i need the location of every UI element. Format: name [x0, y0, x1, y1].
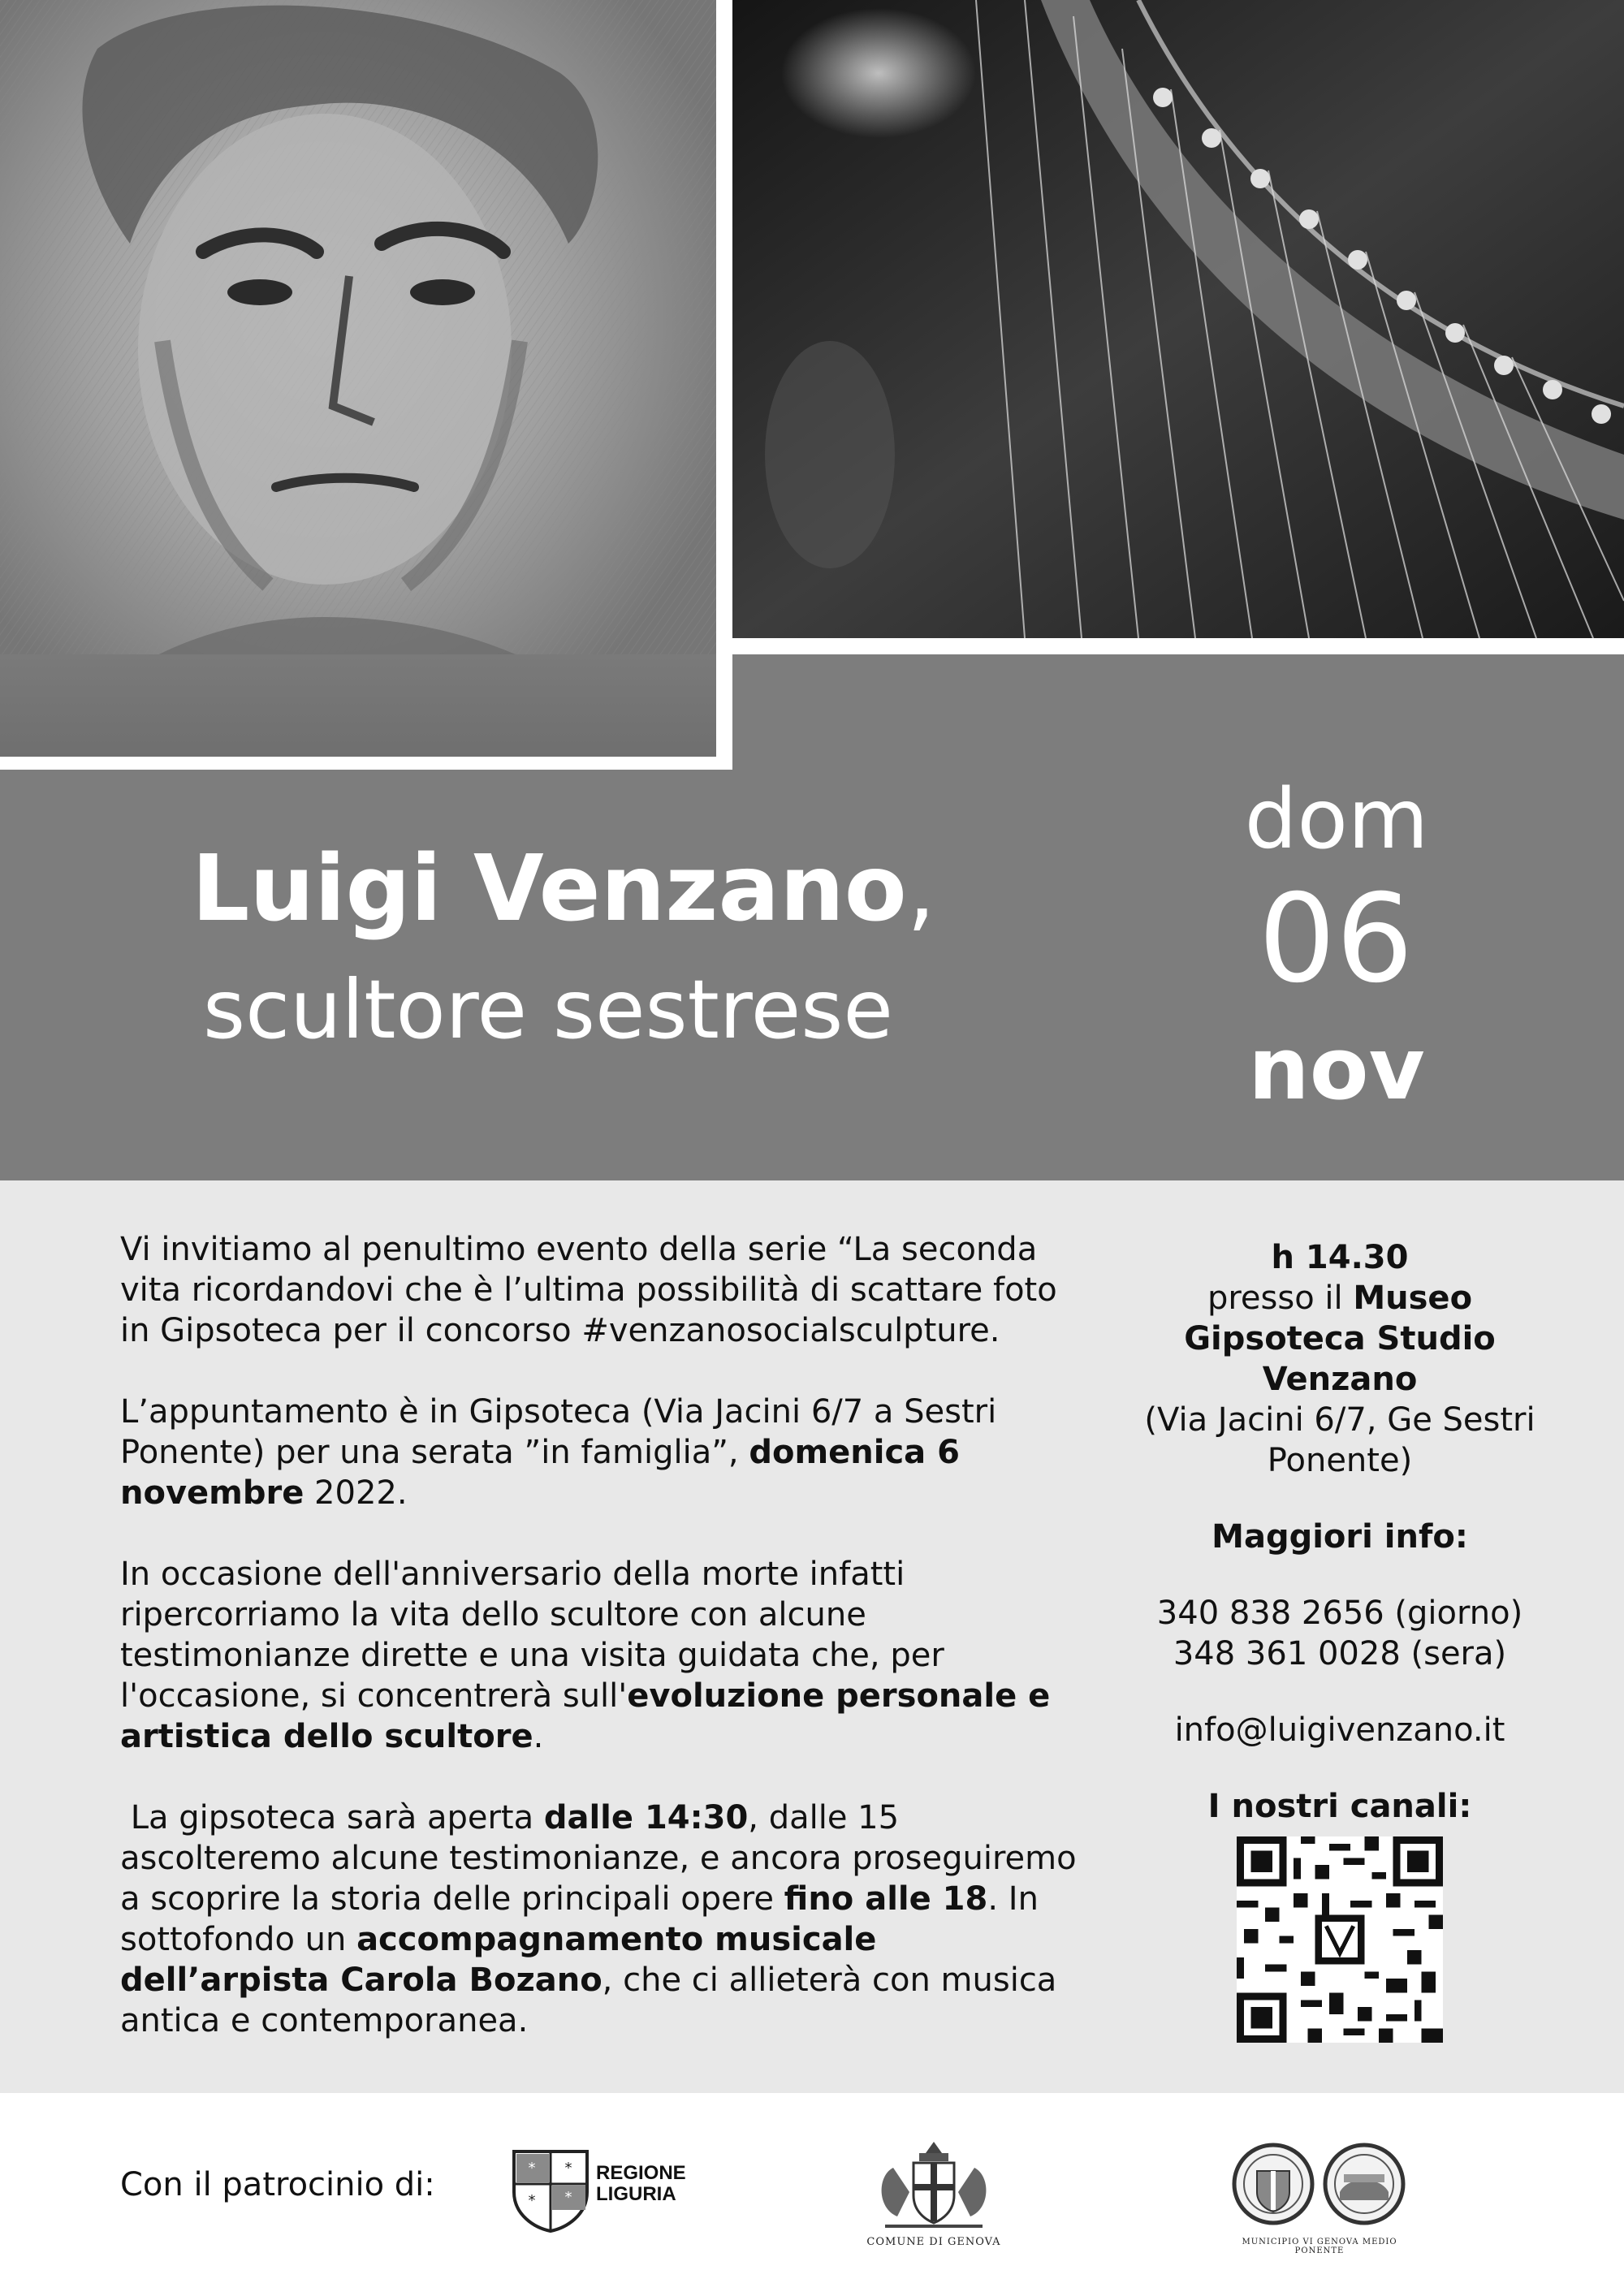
- info-heading: Maggiori info:: [1212, 1518, 1468, 1556]
- qr-code-icon[interactable]: [1237, 1836, 1443, 2043]
- venue-address: (Via Jacini 6/7, Ge Sestri Ponente): [1144, 1401, 1535, 1479]
- phones-block: [1129, 1593, 1551, 1674]
- svg-text:*: *: [528, 2160, 536, 2177]
- museum-name: Museo Gipsoteca Studio Venzano: [1184, 1280, 1496, 1398]
- phone-evening[interactable]: 348 361 0028 (sera): [1173, 1635, 1507, 1672]
- event-details: [1129, 1237, 1551, 2043]
- event-subtitle: scultore sestrese: [203, 962, 893, 1057]
- svg-text:*: *: [528, 2192, 536, 2209]
- svg-text:*: *: [564, 2189, 572, 2206]
- date-number: 06: [1258, 869, 1414, 1010]
- date-month: nov: [1248, 1019, 1425, 1119]
- harp-image: [732, 0, 1624, 638]
- liguria-line2: LIGURIA: [596, 2183, 676, 2205]
- genova-caption: COMUNE DI GENOVA: [866, 2236, 1001, 2248]
- email-link[interactable]: info@luigivenzano.it: [1174, 1711, 1505, 1749]
- title-comma: ,: [906, 836, 936, 942]
- paragraph-anniversary: In occasione dell'anniversario della morte infatti ripercorriamo la vita dello scultore con alcune testimonianze dirette e una visita guidata che, per l'occasione, si concentrerà sull'evoluzione personale e artistica dello scultore.: [120, 1556, 1051, 1755]
- liguria-line1: REGIONE: [596, 2162, 686, 2184]
- presso-label: presso il: [1207, 1280, 1343, 1317]
- portrait-image: [0, 0, 716, 757]
- svg-text:*: *: [564, 2160, 572, 2177]
- municipio-logo: [1226, 2135, 1413, 2257]
- paragraph-appointment: L’appuntamento è in Gipsoteca (Via Jacini 6/7 a Sestri Ponente) per una serata ”in famiglia”, domenica 6 novembre 2022.: [120, 1393, 997, 1512]
- description-text: [120, 1229, 1086, 2082]
- venue-block: [1129, 1237, 1551, 1481]
- date-weekday: dom: [1244, 771, 1429, 868]
- municipio-seals-icon: [1226, 2135, 1413, 2233]
- channels-heading: I nostri canali:: [1207, 1788, 1472, 1825]
- portrait-image-lower: [0, 654, 716, 757]
- paragraph-schedule: La gipsoteca sarà aperta dalle 14:30, dalle 15 ascolteremo alcune testimonianze, e ancora proseguiremo a scoprire la storia delle principali opere fino alle 18. In sottofondo un accompagnamento musicale dell’arpista Carola Bozano, che ci allieterà con musica antica e contemporanea.: [120, 1799, 1077, 2039]
- email-block: [1129, 1710, 1551, 1750]
- event-title: [192, 836, 935, 942]
- patronage-label: Con il patrocinio di:: [120, 2166, 435, 2203]
- portrait-drawing: [0, 0, 716, 757]
- comune-genova-logo: [861, 2135, 1007, 2249]
- phone-day[interactable]: 340 838 2656 (giorno): [1156, 1595, 1523, 1632]
- paragraph-invitation: Vi invitiamo al penultimo evento della serie “La seconda vita ricordandovi che è l’ultima possibilità di scattare foto in Gipsoteca per il concorso #venzanosocialsculpture.: [120, 1231, 1057, 1349]
- title-name: Luigi Venzano: [192, 836, 907, 942]
- genova-crest-icon: [861, 2135, 1007, 2233]
- harp-photo: [732, 0, 1624, 638]
- municipio-caption: MUNICIPIO VI GENOVA MEDIO PONENTE: [1242, 2238, 1397, 2255]
- regione-liguria-logo: [510, 2143, 705, 2233]
- event-time: h 14.30: [1271, 1239, 1409, 1276]
